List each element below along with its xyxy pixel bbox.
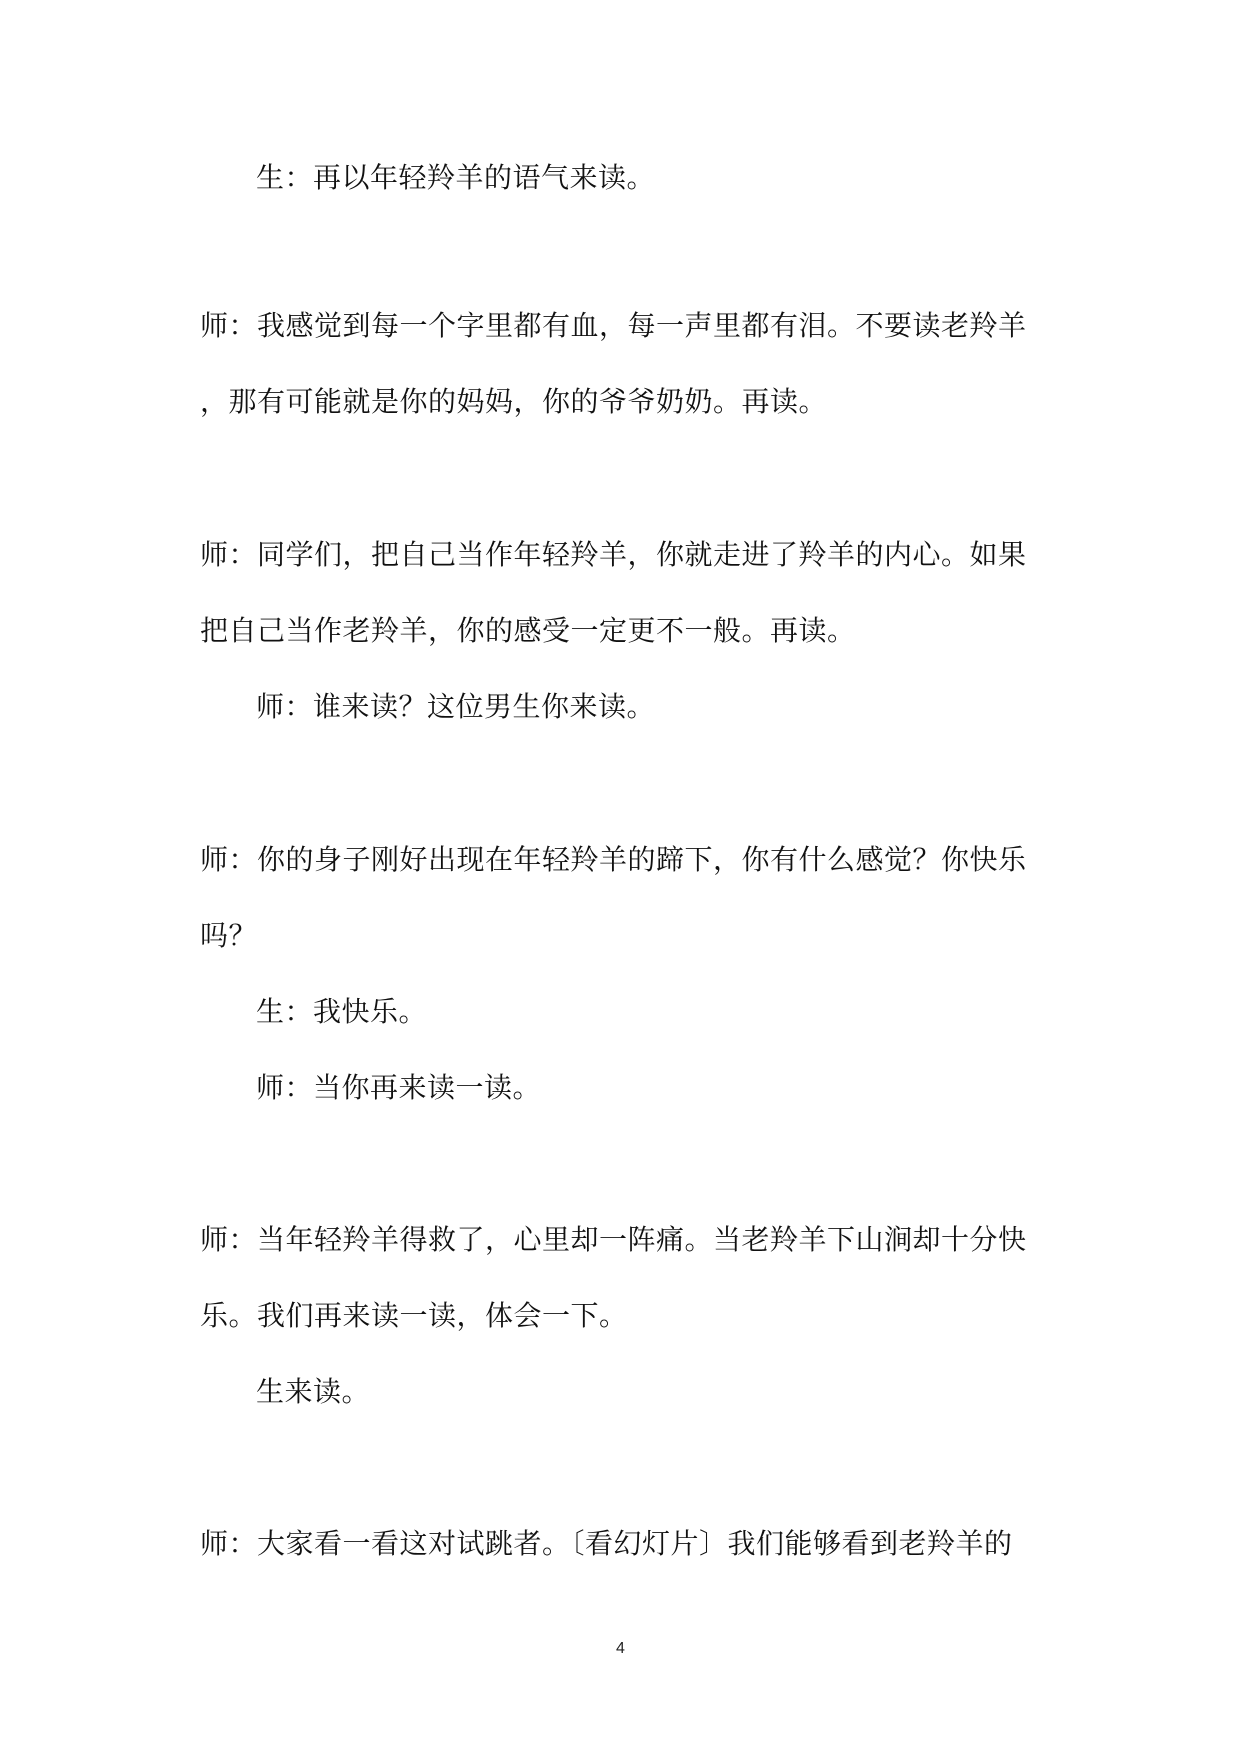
text-line: 吗？ [200,919,258,952]
text-line: 生来读。 [256,1375,371,1408]
text-line: 乐。我们再来读一读，体会一下。 [200,1299,628,1332]
text-line: 把自己当作老羚羊，你的感受一定更不一般。再读。 [200,614,856,647]
text-line: 生：我快乐。 [256,995,428,1028]
text-line: 师：你的身子刚好出现在年轻羚羊的蹄下，你有什么感觉？你快乐 [200,843,1027,876]
text-line: ，那有可能就是你的妈妈，你的爷爷奶奶。再读。 [200,385,828,418]
text-line: 师：我感觉到每一个字里都有血，每一声里都有泪。不要读老羚羊 [200,309,1027,342]
text-line: 生：再以年轻羚羊的语气来读。 [256,161,656,194]
text-line: 师：大家看一看这对试跳者。〔看幻灯片〕我们能够看到老羚羊的 [200,1527,1013,1560]
text-line: 师：当你再来读一读。 [256,1071,542,1104]
page-number: 4 [616,1640,625,1657]
text-line: 师：谁来读？这位男生你来读。 [256,690,656,723]
text-line: 师：当年轻羚羊得救了，心里却一阵痛。当老羚羊下山涧却十分快 [200,1223,1027,1256]
text-line: 师：同学们，把自己当作年轻羚羊，你就走进了羚羊的内心。如果 [200,538,1027,571]
